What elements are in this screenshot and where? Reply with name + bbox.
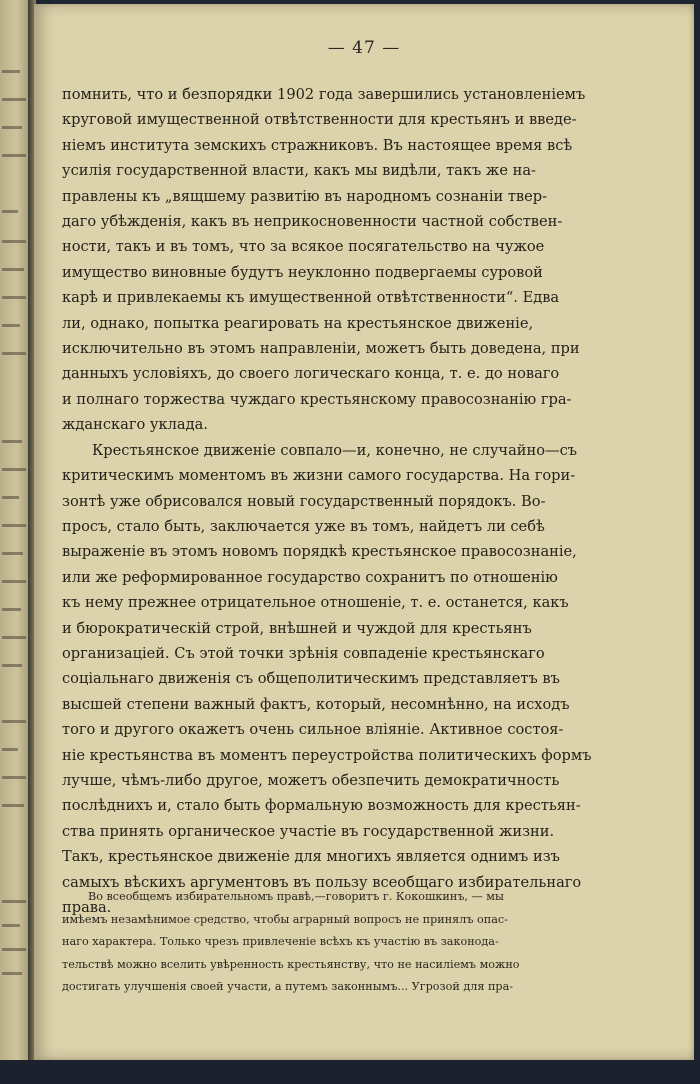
text-line: ніе крестьянства въ моментъ переустройства политическихъ формъ <box>62 746 592 764</box>
text-line: Крестьянское движеніе совпало—и, конечно, не случайно—съ <box>92 441 578 459</box>
text-line: карѣ и привлекаемы къ имущественной отвѣтственности“. Едва <box>62 289 560 307</box>
quote-line: Во всеобщемъ избирательномъ правѣ,—говоритъ г. Кокошкинъ, — мы <box>88 890 504 903</box>
left-page-text-fragment <box>2 468 26 471</box>
left-page-text-fragment <box>2 496 19 499</box>
left-page-text-fragment <box>2 524 26 527</box>
left-page-text-fragment <box>2 748 18 751</box>
footnote-quote <box>62 886 618 999</box>
left-page-text-fragment <box>2 636 26 639</box>
text-line: критическимъ моментомъ въ жизни самого государства. На гори- <box>62 467 576 485</box>
left-page-text-fragment <box>2 924 20 927</box>
left-page-text-fragment <box>2 804 24 807</box>
text-line: и полнаго торжества чуждаго крестьянскому правосознанію гра- <box>62 390 572 408</box>
text-line: данныхъ условіяхъ, до своего логическаго конца, т. е. до новаго <box>62 365 560 383</box>
text-line: Такъ, крестьянское движеніе для многихъ является однимъ изъ <box>62 848 560 866</box>
scan-background <box>0 1060 700 1084</box>
left-page-text-fragment <box>2 154 26 157</box>
left-page-text-fragment <box>2 268 24 271</box>
text-line: лучше, чѣмъ-либо другое, можетъ обезпечить демократичность <box>62 771 560 789</box>
left-page-text-fragment <box>2 900 26 903</box>
text-line: помнить, что и безпорядки 1902 года завершились установленіемъ <box>62 86 586 103</box>
text-line: высшей степени важный фактъ, который, несомнѣнно, на исходъ <box>62 695 570 713</box>
text-line: жданскаго уклада. <box>62 416 208 434</box>
quote-line: наго характера. Только чрезъ привлеченіе всѣхъ къ участію въ законода- <box>62 935 499 948</box>
left-page-edge <box>0 0 30 1060</box>
text-line: круговой имущественной отвѣтственности для крестьянъ и введе- <box>62 111 577 129</box>
text-line: самыхъ вѣскихъ аргументовъ въ пользу всеобщаго избирательнаго <box>62 873 582 891</box>
text-line: ніемъ института земскихъ стражниковъ. Въ настоящее время всѣ <box>62 136 573 154</box>
text-line: ства принять органическое участіе въ государственной жизни. <box>62 822 555 840</box>
left-page-text-fragment <box>2 580 26 583</box>
text-line: ли, однако, попытка реагировать на крестьянское движеніе, <box>62 314 534 332</box>
text-line: того и другого окажетъ очень сильное вліяніе. Активное состоя- <box>62 721 564 739</box>
page-number: — 47 — <box>327 38 401 58</box>
quote-line: имѣемъ незамѣнимое средство, чтобы аграрный вопросъ не принялъ опас- <box>62 912 508 926</box>
left-page-text-fragment <box>2 608 21 611</box>
text-line: исключительно въ этомъ направленіи, можетъ быть доведена, при <box>62 340 580 358</box>
left-page-text-fragment <box>2 440 22 443</box>
left-page-text-fragment <box>2 552 23 555</box>
quote-line: тельствѣ можно вселить увѣренность крестьянству, что не насиліемъ можно <box>62 957 520 971</box>
paragraph <box>62 82 622 438</box>
left-page-text-fragment <box>2 240 26 243</box>
text-line: организаціей. Съ этой точки зрѣнія совпаденіе крестьянскаго <box>62 644 545 662</box>
left-page-text-fragment <box>2 210 18 213</box>
quote-line: достигать улучшенія своей участи, а путемъ законнымъ... Угрозой для пра- <box>62 980 514 993</box>
left-page-text-fragment <box>2 296 26 299</box>
text-line: просъ, стало быть, заключается уже въ томъ, найдетъ ли себѣ <box>62 517 545 535</box>
left-page-text-fragment <box>2 948 26 951</box>
text-line: права. <box>62 899 112 916</box>
text-line: и бюрократическій строй, внѣшней и чуждой для крестьянъ <box>62 619 532 637</box>
text-line: усилія государственной власти, какъ мы видѣли, такъ же на- <box>62 162 536 180</box>
text-line: или же реформированное государство сохранитъ по отношенію <box>62 568 558 586</box>
text-line: соціальнаго движенія съ общеполитическимъ представляетъ въ <box>62 670 560 688</box>
main-text <box>62 82 622 920</box>
text-line: къ нему прежнее отрицательное отношеніе, т. е. останется, какъ <box>62 594 569 612</box>
paragraph <box>62 438 622 921</box>
left-page-text-fragment <box>2 664 22 667</box>
text-line: даго убѣжденія, какъ въ неприкосновенности частной собствен- <box>62 213 563 231</box>
left-page-text-fragment <box>2 324 20 327</box>
page-content <box>62 4 632 1060</box>
left-page-text-fragment <box>2 98 26 101</box>
text-line: ности, такъ и въ томъ, что за всякое посягательство на чужое <box>62 238 545 256</box>
text-line: зонтѣ уже обрисовался новый государственный порядокъ. Во- <box>62 492 546 510</box>
left-page-text-fragment <box>2 776 26 779</box>
left-page-text-fragment <box>2 70 20 73</box>
text-line: правлены къ „вящшему развитію въ народномъ сознаніи твер- <box>62 187 548 205</box>
book-page <box>34 4 694 1060</box>
left-page-text-fragment <box>2 126 22 129</box>
left-page-text-fragment <box>2 720 26 723</box>
text-line: имущество виновные будутъ неуклонно подвергаемы суровой <box>62 263 543 281</box>
text-line: послѣднихъ и, стало быть формальную возможность для крестьян- <box>62 797 581 815</box>
left-page-text-fragment <box>2 352 26 355</box>
text-line: выраженіе въ этомъ новомъ порядкѣ крестьянское правосознаніе, <box>62 543 577 561</box>
left-page-text-fragment <box>2 972 22 975</box>
